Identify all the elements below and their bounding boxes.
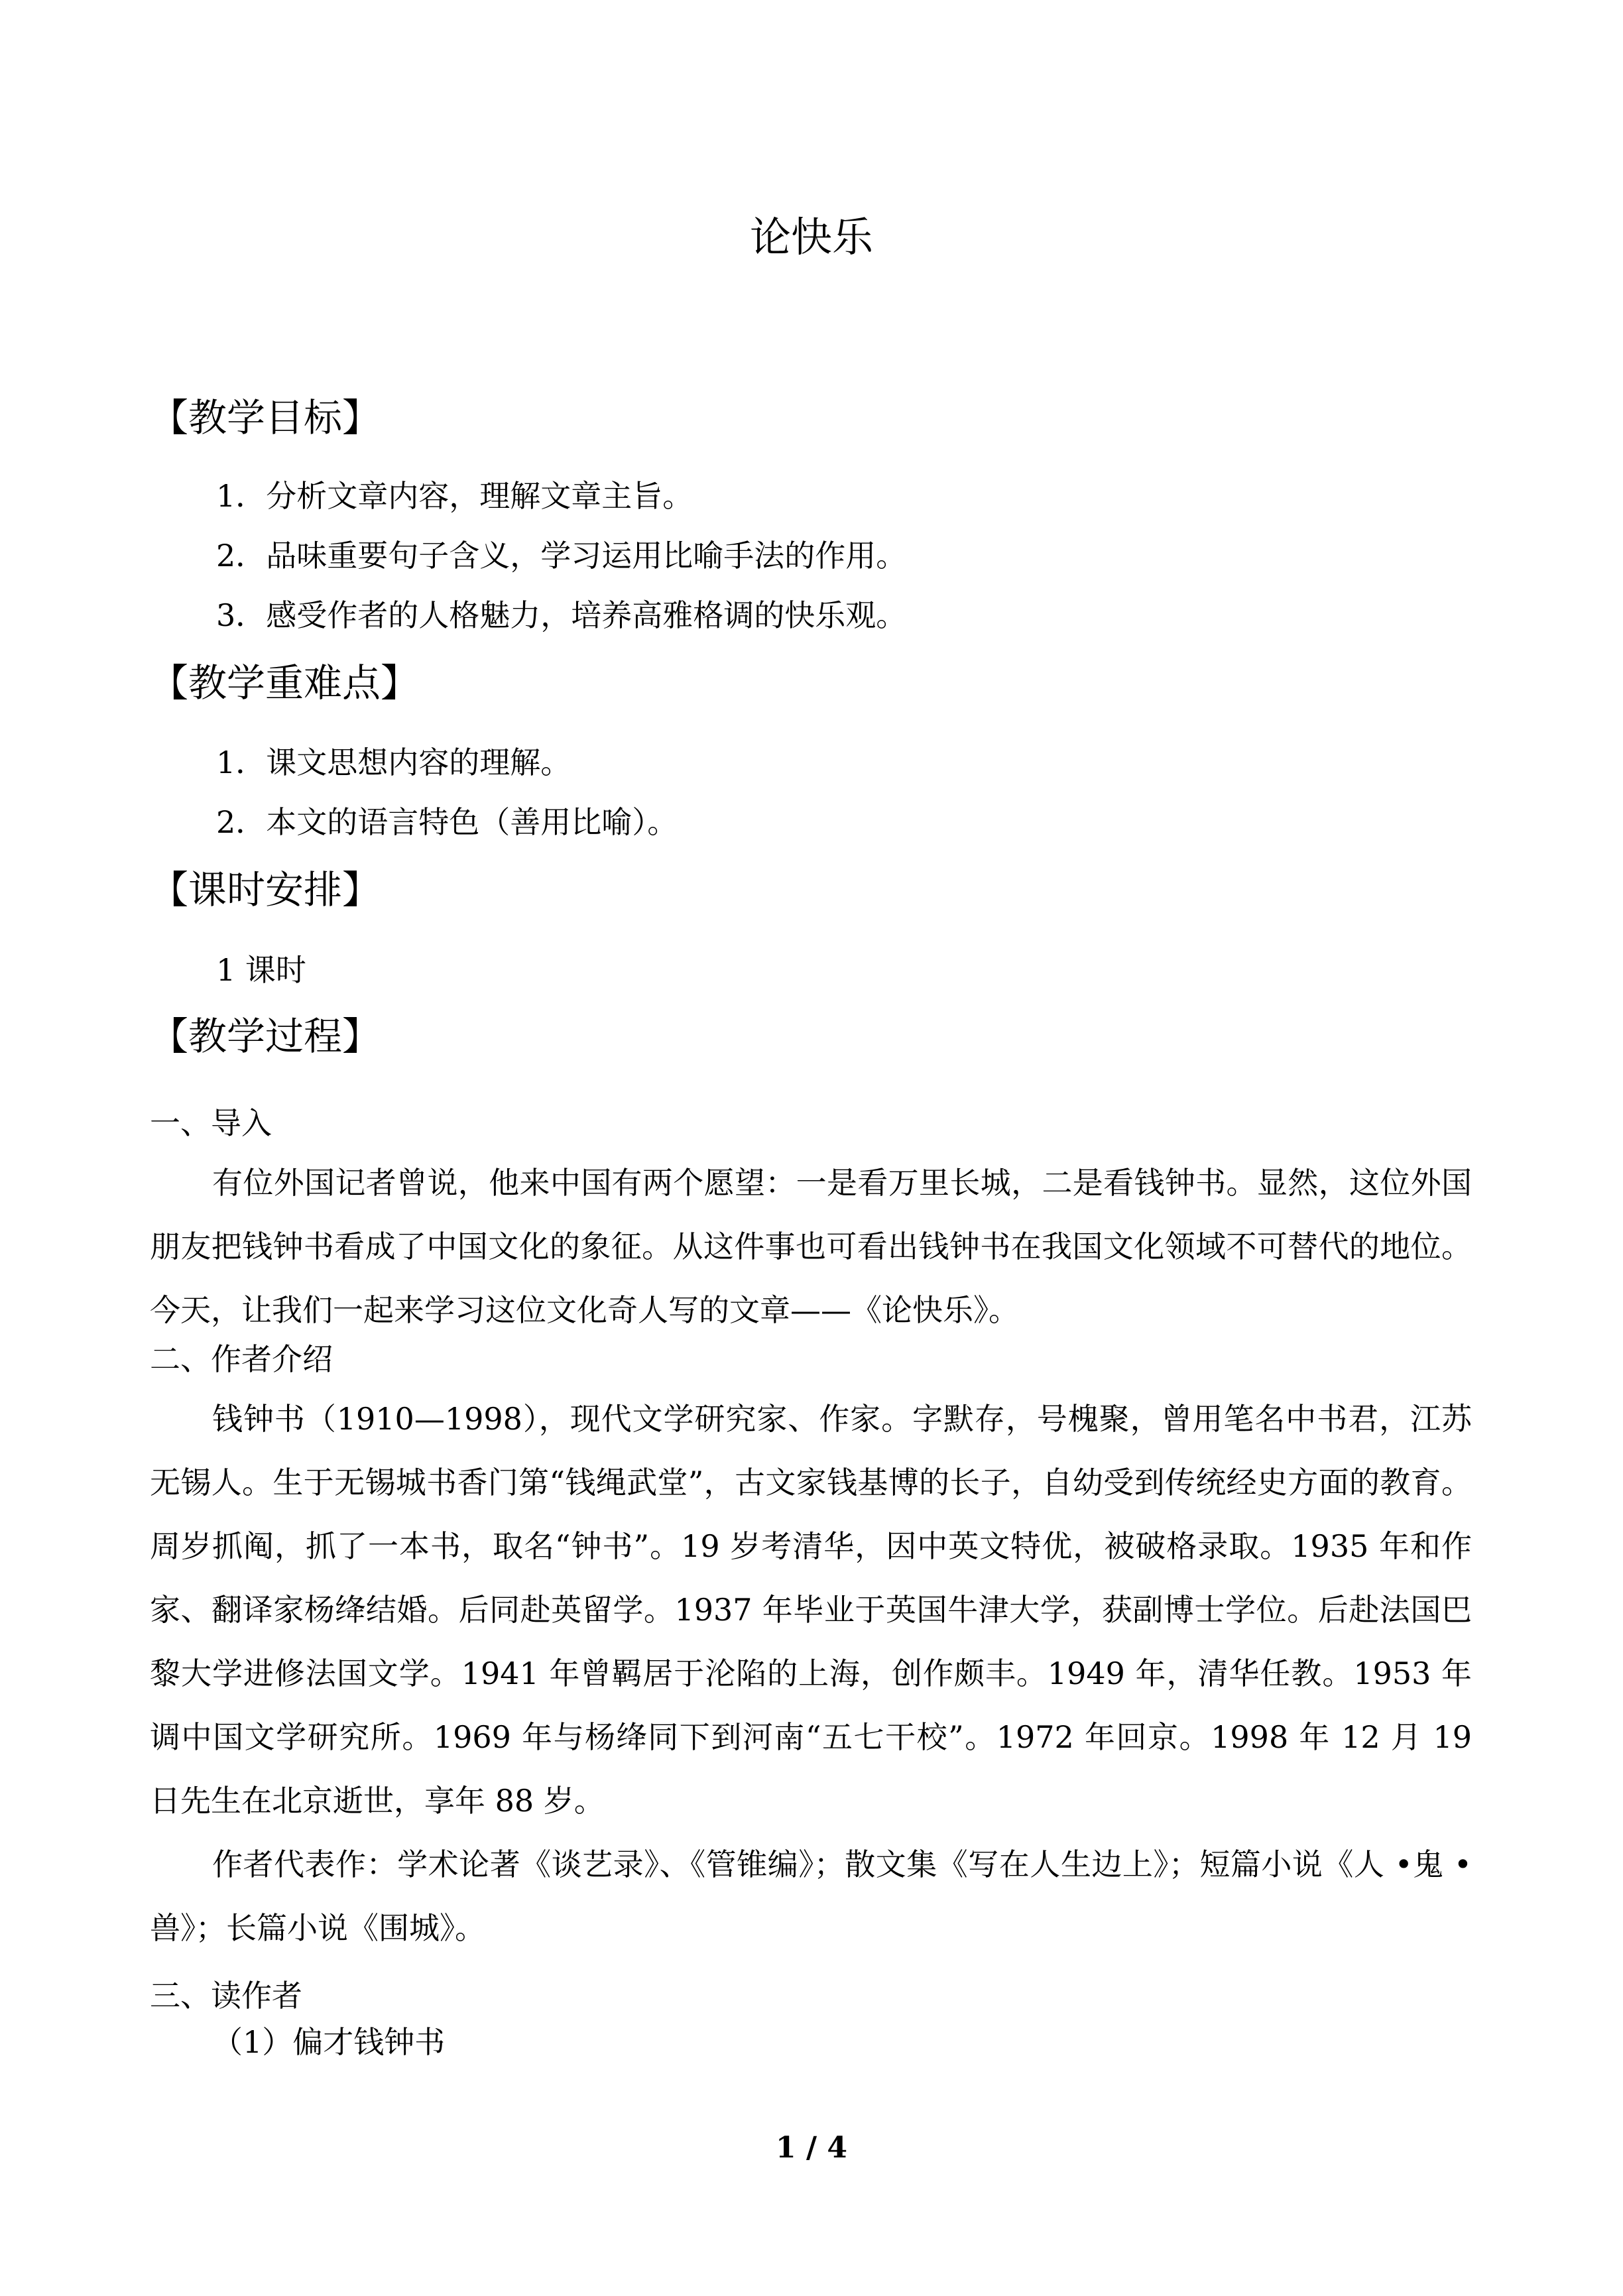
section-title-reading: 三、读作者 [150, 1978, 302, 2014]
schedule-text: 1 课时 [216, 952, 306, 988]
key-points-heading: 【教学重难点】 [150, 660, 420, 705]
intro-paragraph: 有位外国记者曾说，他来中国有两个愿望：一是看万里长城，二是看钱钟书。显然，这位外国朋友把钱钟书看成了中国文化的象征。从这件事也可看出钱钟书在我国文化领域不可替代的地位。今天，让我们一起来学习这位文化奇人写的文章——《论快乐》。 [150, 1165, 1472, 1328]
objective-item: 1．分析文章内容，理解文章主旨。 [216, 478, 693, 514]
key-point-item: 1．课文思想内容的理解。 [216, 745, 571, 780]
schedule-heading: 【课时安排】 [150, 867, 381, 912]
author-bio-paragraph: 钱钟书（1910—1998），现代文学研究家、作家。字默存，号槐聚，曾用笔名中书君，江苏无锡人。生于无锡城书香门第“钱绳武堂”，古文家钱基博的长子，自幼受到传统经史方面的教育。周岁抓阄，抓了一本书，取名“钟书”。19 岁考清华，因中英文特优，被破格录取。1935 年和作家、翻译家杨绛结婚。后同赴英留学。1937 年毕业于英国牛津大学，获副博士学位。后赴法国巴黎大学进修法国文学。1941 年曾羁居于沦陷的上海，创作颇丰。1949 年，清华任教。1953 年调中国文学研究所。1969 年与杨绛同下到河南“五七干校”。1972 年回京。1998 年 12 月 19 日先生在北京逝世，享年 88 岁。 [150, 1401, 1472, 1819]
document-title: 论快乐 [749, 213, 873, 261]
process-heading: 【教学过程】 [150, 1014, 381, 1059]
objective-item: 3．感受作者的人格魅力，培养高雅格调的快乐观。 [216, 597, 907, 633]
section-title-intro: 一、导入 [150, 1105, 272, 1141]
key-point-item: 2．本文的语言特色（善用比喻）。 [216, 804, 678, 840]
objectives-heading: 【教学目标】 [150, 395, 381, 440]
section-title-author: 二、作者介绍 [150, 1341, 333, 1377]
reading-subitem: （1）偏才钱钟书 [212, 2024, 446, 2060]
objective-item: 2．品味重要句子含义，学习运用比喻手法的作用。 [216, 538, 907, 574]
page-number: 1 / 4 [776, 2131, 847, 2165]
author-works-paragraph: 作者代表作：学术论著《谈艺录》、《管锥编》；散文集《写在人生边上》；短篇小说《人 •鬼 •兽》；长篇小说《围城》。 [150, 1846, 1472, 1946]
